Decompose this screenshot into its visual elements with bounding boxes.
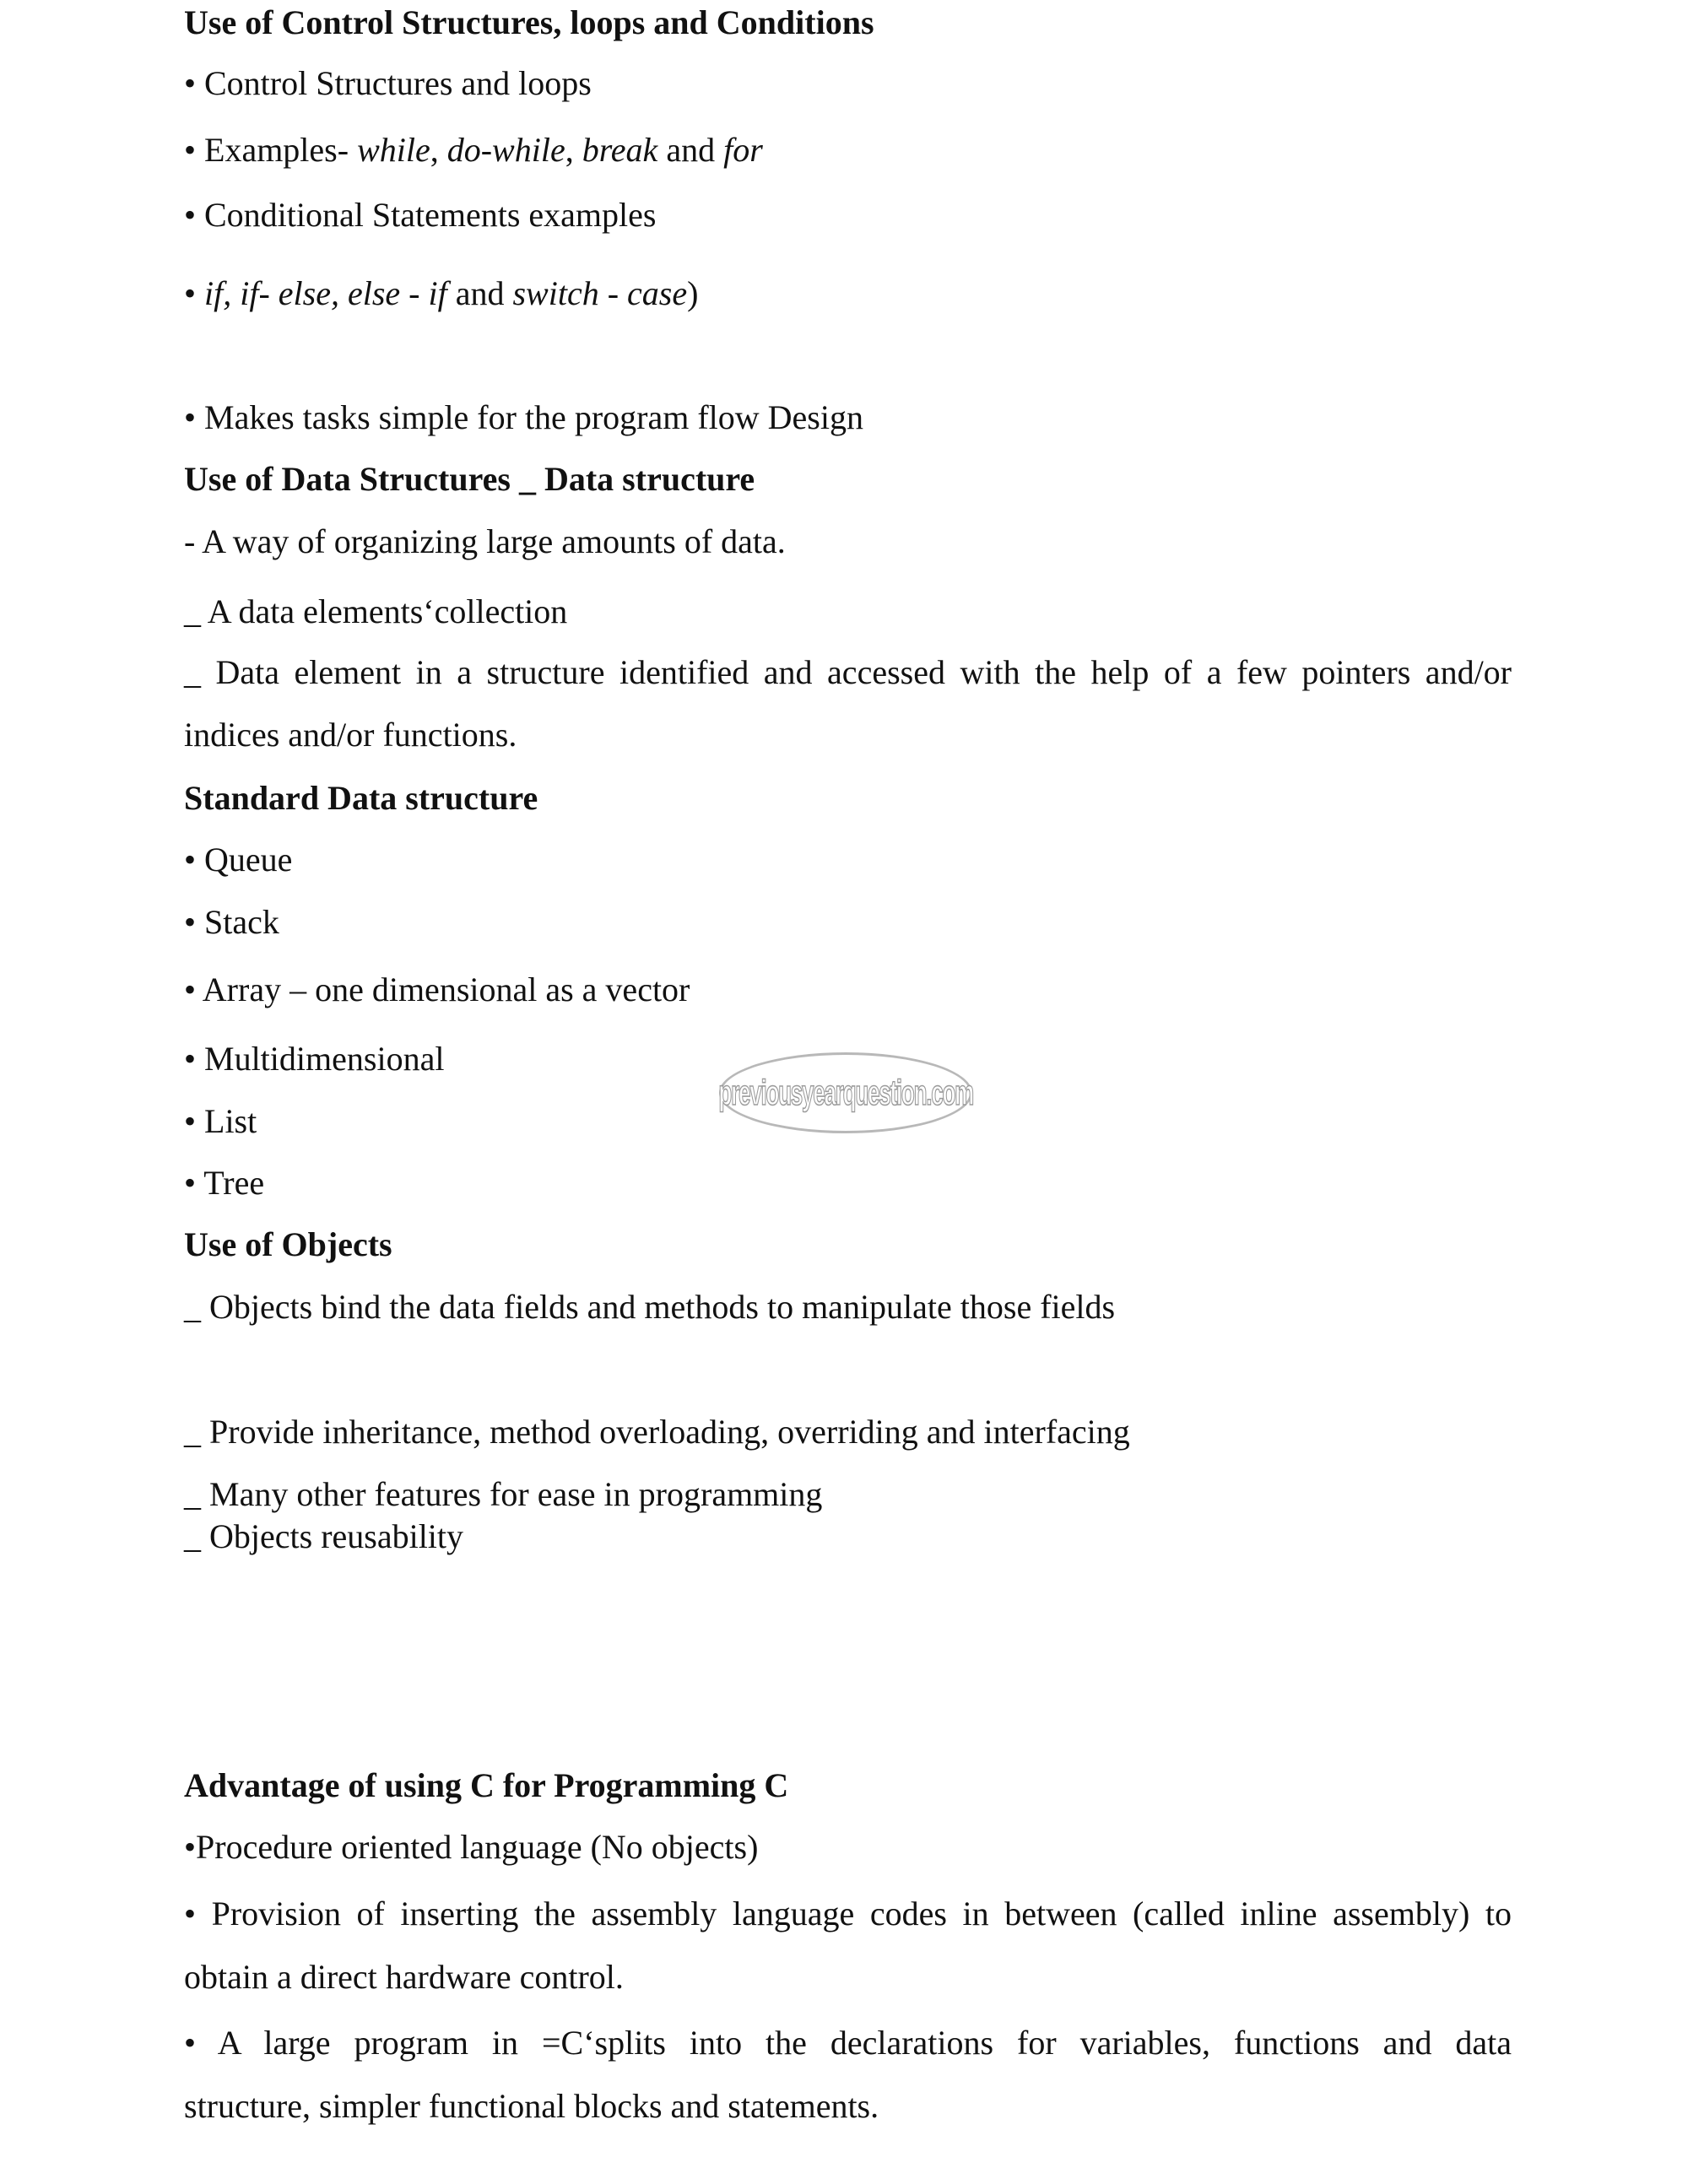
bullet-conditional-keywords [184,274,698,313]
keyword-if-else: if, if- else, else - if [204,274,447,312]
text-data-element-access: _ Data element in a structure identified and accessed with the help of a few pointers and/or [184,653,1512,691]
heading-use-of-objects: Use of Objects [184,1225,392,1263]
list-item-multidimensional: • Multidimensional [184,1040,445,1078]
text-other-features: _ Many other features for ease in programming [184,1475,823,1513]
list-item-stack: • Stack [184,903,279,941]
text-comma: , [430,131,447,169]
heading-standard-data-structure: Standard Data structure [184,779,538,817]
text-suffix: ) [687,274,699,312]
text-procedure-oriented: •Procedure oriented language (No objects) [184,1828,759,1866]
text-inline-assembly: • Provision of inserting the assembly language codes in between (called inline assembly) to [184,1895,1512,1933]
keyword-do-while: do-while [446,131,565,169]
text-elements-collection: _ A data elements‘collection [184,592,568,630]
text-inheritance: _ Provide inheritance, method overloading, overriding and interfacing [184,1413,1130,1451]
text-prefix: • [184,274,205,312]
text-large-program: • A large program in =C‘splits into the declarations for variables, functions and data [184,2024,1512,2062]
text-hardware-control: obtain a direct hardware control. [184,1958,624,1996]
text-and: and [657,131,724,169]
keyword-switch-case: switch - case [512,274,688,312]
heading-control-structures: Use of Control Structures, loops and Conditions [184,3,874,41]
heading-advantage-of-c: Advantage of using C for Programming C [184,1766,789,1804]
text-indices-functions: indices and/or functions. [184,716,517,754]
text-comma: , [565,131,582,169]
list-item-array: • Array – one dimensional as a vector [184,970,690,1008]
keyword-break: break [582,131,658,169]
watermark-logo [719,1052,972,1133]
bullet-control-structures-loops: • Control Structures and loops [184,64,592,102]
list-item-list: • List [184,1102,257,1140]
list-item-tree: • Tree [184,1164,265,1202]
text-reusability: _ Objects reusability [184,1517,464,1555]
bullet-conditional-statements: • Conditional Statements examples [184,196,657,234]
text-and: and [446,274,513,312]
list-item-queue: • Queue [184,841,293,878]
text-functional-blocks: structure, simpler functional blocks and statements. [184,2087,879,2125]
bullet-loop-examples [184,131,763,170]
text-prefix: • Examples- [184,131,358,169]
text-objects-bind: _ Objects bind the data fields and methods to manipulate those fields [184,1288,1116,1326]
watermark-text: previousyearquestion.com [718,1072,973,1112]
keyword-while: while [357,131,430,169]
text-organizing-data: - A way of organizing large amounts of data. [184,522,786,560]
bullet-program-flow: • Makes tasks simple for the program flow Design [184,398,863,436]
keyword-for: for [723,131,763,169]
heading-data-structures: Use of Data Structures _ Data structure [184,460,755,498]
